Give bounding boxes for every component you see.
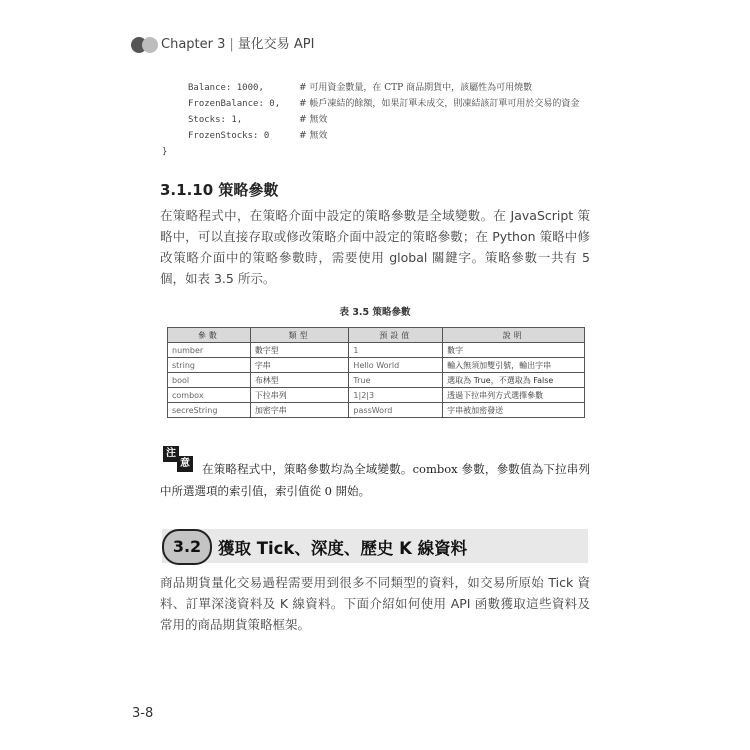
chapter-label [161, 36, 314, 54]
table-cell: 透過下拉串列方式選擇參數 [443, 388, 585, 403]
table-header-cell: 預設值 [349, 328, 443, 343]
table-cell: 字串被加密發送 [443, 403, 585, 418]
table-header-cell: 類型 [250, 328, 349, 343]
code-comment: # 帳戶凍結的餘額，如果訂單未成交，則凍結該訂單可用於交易的資金 [299, 99, 580, 109]
chapter-title: 量化交易 API [237, 37, 315, 52]
table-cell: 1 [349, 343, 443, 358]
table-cell: 數字型 [250, 343, 349, 358]
body-paragraph: 商品期貨量化交易過程需要用到很多不同類型的資料，如交易所原始 Tick 資料、訂單深淺資料及 K 線資料。下面介紹如何使用 API 函數獲取這些資料及常用的商品期貨策略框架。 [160, 575, 590, 632]
table-cell: secreString [168, 403, 251, 418]
code-comment: # 可用資金數量，在 CTP 商品期貨中，該屬性為可用燒數 [299, 83, 533, 93]
table-header-cell: 參數 [168, 328, 251, 343]
body-paragraph: 在策略程式中，在策略介面中設定的策略參數是全域變數。在 JavaScript 策略中，可以直接存取或修改策略介面中設定的策略參數；在 Python 策略中修改策略介面中的策略參數時，需要使用 global 關鍵字。策略參數一共有 5 個，如表 3.5 所示。 [160, 208, 590, 286]
section-heading-3-1-10: 3.1.10 策略參數 [160, 181, 279, 199]
table-cell: 字串 [250, 358, 349, 373]
code-key: FrozenStocks: 0 [188, 131, 270, 141]
page-number: 3-8 [132, 706, 154, 721]
table-header-row [168, 328, 585, 343]
table-cell: number [168, 343, 251, 358]
code-key: FrozenBalance: 0, [188, 99, 281, 109]
table-cell: passWord [349, 403, 443, 418]
chapter-header [131, 36, 431, 54]
table-cell: True [349, 373, 443, 388]
code-comment: # 無效 [299, 115, 328, 125]
table-row [168, 388, 585, 403]
table-cell: combox [168, 388, 251, 403]
note-text: 在策略程式中，策略參數均為全域變數。combox 參數，參數值為下拉串列中所選選項的索引值，索引值從 0 開始。 [160, 462, 590, 498]
table-cell: Hello World [349, 358, 443, 373]
table-row [168, 358, 585, 373]
table-row [168, 343, 585, 358]
section-number-badge: 3.2 [162, 529, 212, 565]
code-comment: # 無效 [299, 131, 328, 141]
table-row [168, 373, 585, 388]
code-closing-brace: } [162, 147, 168, 157]
table-cell: 選取為 True，不選取為 False [443, 373, 585, 388]
table-cell: 數字 [443, 343, 585, 358]
table-cell: 1|2|3 [349, 388, 443, 403]
note-badge-top: 注 [163, 446, 179, 462]
header-dot-light [142, 37, 158, 53]
table-row [168, 403, 585, 418]
table-cell: 下拉串列 [250, 388, 349, 403]
table-cell: string [168, 358, 251, 373]
table-caption: 表 3.5 策略參數 [339, 307, 411, 318]
table-cell: bool [168, 373, 251, 388]
note-badge-bottom: 意 [177, 456, 193, 472]
section-title: 獲取 Tick、深度、歷史 K 線資料 [218, 539, 468, 558]
table-cell: 加密字串 [250, 403, 349, 418]
table-cell: 布林型 [250, 373, 349, 388]
chapter-separator: | [229, 37, 234, 52]
table-cell: 輸入無須加雙引號，輸出字串 [443, 358, 585, 373]
chapter-number: Chapter 3 [161, 37, 226, 52]
code-key: Stocks: 1, [188, 115, 243, 125]
code-key: Balance: 1000, [188, 83, 264, 93]
params-table [167, 327, 585, 418]
table-header-cell: 說明 [443, 328, 585, 343]
